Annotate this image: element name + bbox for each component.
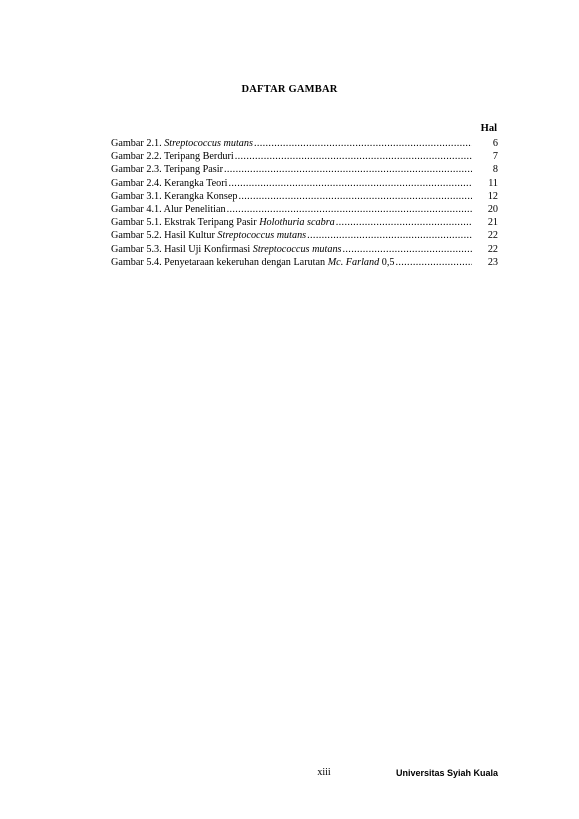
dot-leader bbox=[224, 163, 472, 176]
entry-label bbox=[111, 137, 474, 150]
list-item[interactable] bbox=[111, 243, 498, 256]
entry-title bbox=[111, 150, 234, 163]
entry-page-number: 21 bbox=[487, 217, 498, 229]
page-title: DAFTAR GAMBAR bbox=[241, 84, 338, 95]
dot-leader bbox=[235, 150, 472, 163]
list-item[interactable] bbox=[111, 190, 498, 203]
entry-title bbox=[111, 216, 335, 229]
entry-label bbox=[111, 177, 474, 190]
list-item[interactable] bbox=[111, 229, 498, 242]
entry-prefix: Gambar 3.1. Kerangka Konsep bbox=[111, 190, 238, 202]
footer-page-number: xiii bbox=[317, 767, 331, 778]
entry-page-number: 12 bbox=[487, 190, 498, 202]
list-item[interactable] bbox=[111, 203, 498, 216]
entry-prefix: Gambar 2.2. Teripang Berduri bbox=[111, 151, 234, 163]
entry-label bbox=[111, 203, 474, 216]
entry-title bbox=[111, 203, 226, 216]
dot-leader bbox=[238, 190, 472, 203]
entry-title bbox=[111, 243, 342, 256]
entry-prefix: Gambar 2.1. bbox=[111, 138, 165, 149]
entry-italic: Holothuria scabra bbox=[259, 217, 335, 229]
footer-university: Universitas Syiah Kuala bbox=[395, 768, 498, 778]
list-item[interactable] bbox=[111, 177, 498, 190]
list-item[interactable] bbox=[111, 137, 498, 150]
dot-leader bbox=[307, 229, 472, 242]
entry-page-number: 23 bbox=[487, 256, 498, 268]
list-item[interactable] bbox=[111, 216, 498, 229]
figure-list bbox=[111, 137, 498, 269]
list-item[interactable] bbox=[111, 150, 498, 163]
entry-label bbox=[111, 190, 474, 203]
dot-leader bbox=[395, 256, 472, 269]
entry-page-number: 7 bbox=[492, 151, 498, 163]
entry-prefix: Gambar 5.1. Ekstrak Teripang Pasir bbox=[111, 217, 260, 229]
entry-label bbox=[111, 256, 474, 269]
entry-italic: Streptococcus mutans bbox=[164, 138, 253, 149]
entry-prefix: Gambar 2.4. Kerangka Teori bbox=[111, 177, 228, 189]
entry-title bbox=[111, 137, 253, 150]
entry-title bbox=[111, 177, 228, 190]
dot-leader bbox=[336, 216, 472, 229]
dot-leader bbox=[229, 177, 473, 190]
entry-page-number: 11 bbox=[488, 177, 498, 189]
entry-label bbox=[111, 163, 474, 176]
entry-label bbox=[111, 243, 474, 256]
entry-label bbox=[111, 216, 474, 229]
entry-prefix: Gambar 2.3. Teripang Pasir bbox=[111, 164, 223, 176]
entry-title bbox=[111, 229, 306, 242]
entry-prefix: Gambar 5.4. Penyetaraan kekeruhan dengan Larutan bbox=[111, 256, 328, 268]
entry-prefix: Gambar 5.3. Hasil Uji Konfirmasi bbox=[111, 243, 253, 255]
entry-page-number: 22 bbox=[487, 230, 498, 242]
entry-page-number: 22 bbox=[487, 243, 498, 255]
entry-title bbox=[111, 163, 223, 176]
entry-label bbox=[111, 150, 474, 163]
entry-prefix: Gambar 5.2. Hasil Kultur bbox=[111, 230, 218, 242]
dot-leader bbox=[227, 203, 472, 216]
entry-italic: Streptococcus mutans bbox=[217, 230, 307, 242]
entry-prefix: Gambar 4.1. Alur Penelitian bbox=[111, 203, 226, 215]
entry-title bbox=[111, 256, 394, 269]
entry-italic: Mc. Farland bbox=[327, 256, 380, 268]
list-item[interactable] bbox=[111, 163, 498, 176]
entry-page-number: 8 bbox=[492, 164, 498, 176]
entry-page-number: 20 bbox=[487, 203, 498, 215]
list-item[interactable] bbox=[111, 256, 498, 269]
dot-leader bbox=[254, 137, 472, 150]
entry-title bbox=[111, 190, 237, 203]
entry-page-number: 6 bbox=[492, 138, 498, 149]
entry-suffix: 0,5 bbox=[379, 256, 395, 268]
entry-label bbox=[111, 229, 474, 242]
dot-leader bbox=[343, 243, 473, 256]
entry-italic: Streptococcus mutans bbox=[252, 243, 342, 255]
page-column-header: Hal bbox=[480, 123, 497, 134]
